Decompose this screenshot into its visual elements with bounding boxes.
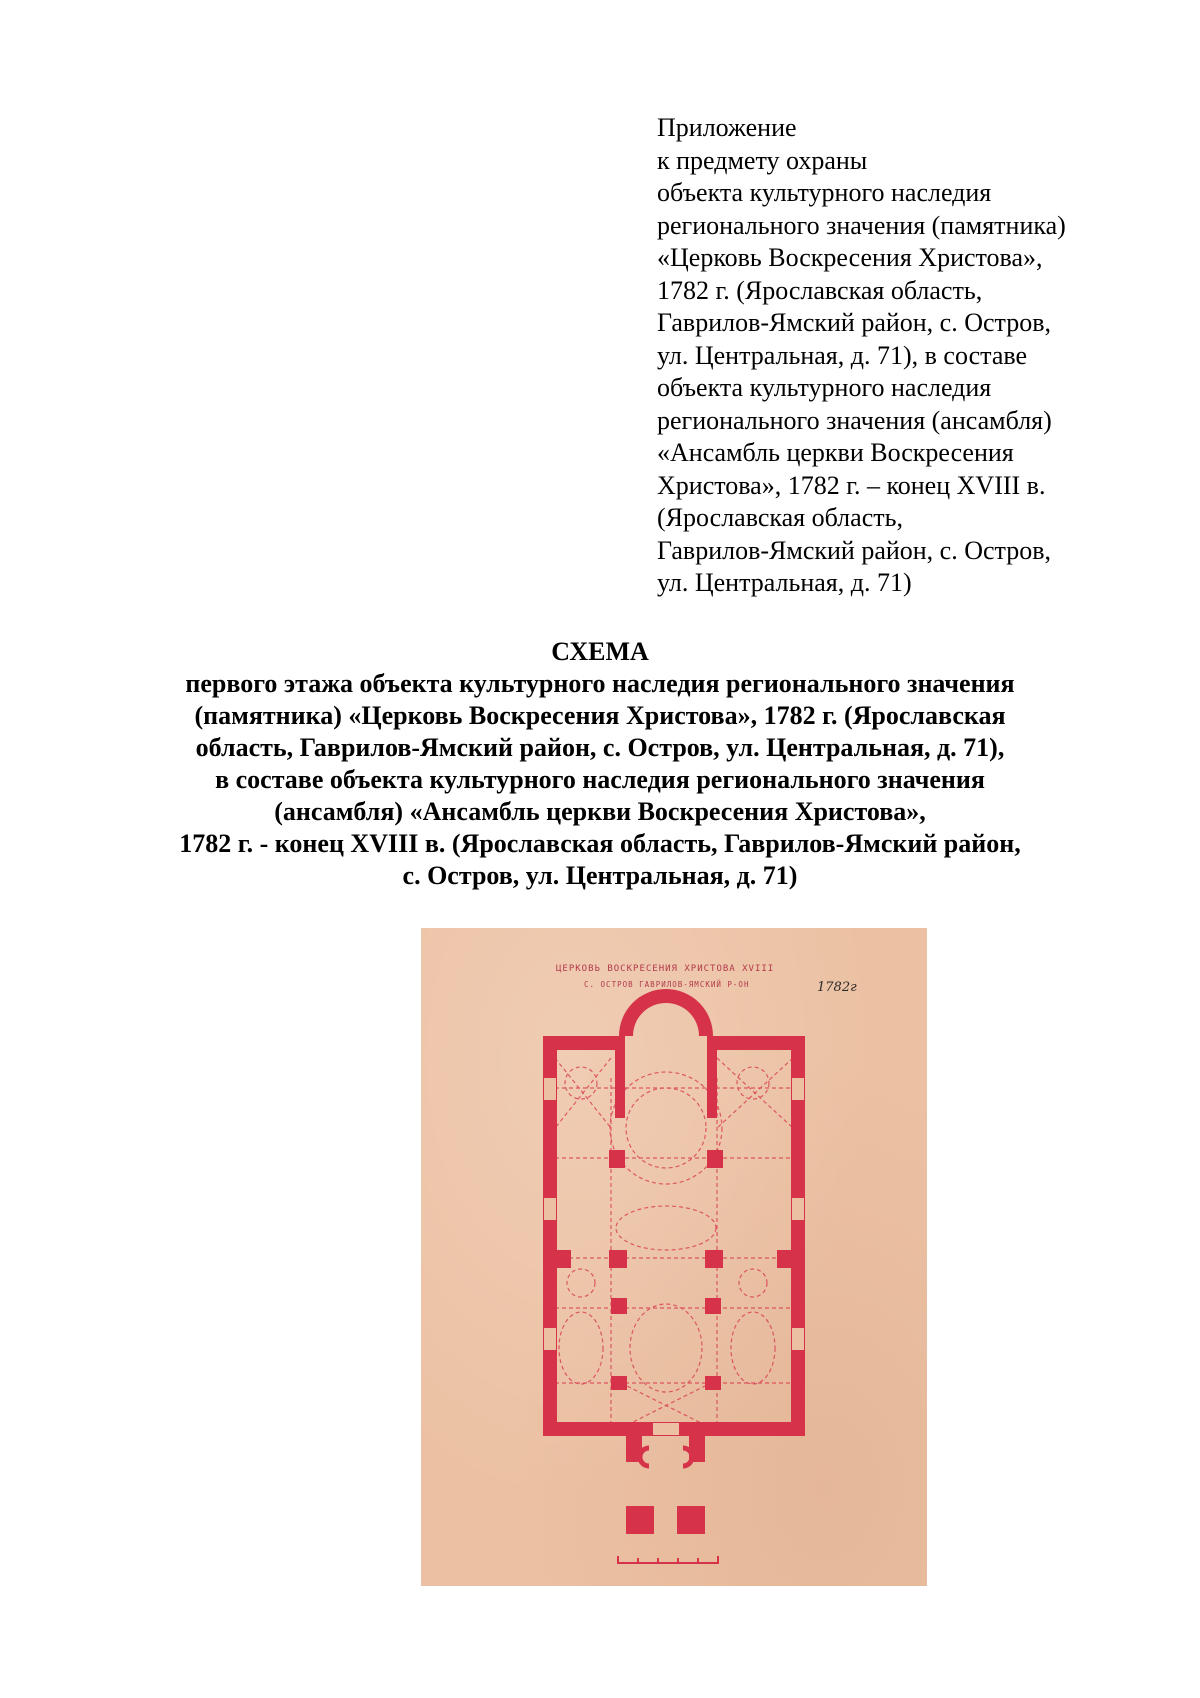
plan-year-note: 1782г bbox=[817, 980, 857, 995]
appendix-line: ул. Центральная, д. 71), в составе bbox=[657, 340, 1028, 370]
floor-plan-drawing bbox=[421, 928, 927, 1586]
title-heading: СХЕМА bbox=[551, 637, 649, 666]
appendix-line: регионального значения (памятника) bbox=[657, 210, 1066, 240]
plan-caption-title: ЦЕРКОВЬ ВОСКРЕСЕНИЯ ХРИСТОВА XVIII bbox=[556, 964, 775, 974]
title-line: (ансамбля) «Ансамбль церкви Воскресения Христова», bbox=[274, 797, 926, 826]
title-line: область, Гаврилов-Ямский район, с. Остров, ул. Центральная, д. 71), bbox=[195, 733, 1005, 762]
appendix-line: ул. Центральная, д. 71) bbox=[657, 568, 912, 597]
appendix-line: объекта культурного наследия bbox=[657, 373, 992, 402]
appendix-line: «Церковь Воскресения Христова», bbox=[657, 243, 1043, 272]
plan-caption-location: С. ОСТРОВ ГАВРИЛОВ-ЯМСКИЙ Р-ОН bbox=[584, 980, 750, 989]
appendix-line: к предмету охраны bbox=[657, 145, 868, 175]
title-line: (памятника) «Церковь Воскресения Христова», 1782 г. (Ярославская bbox=[194, 701, 1006, 730]
appendix-line: Приложение bbox=[657, 113, 797, 142]
floor-plan-scan bbox=[421, 928, 927, 1586]
appendix-block bbox=[657, 112, 1157, 600]
plan-wall-openings bbox=[544, 1078, 804, 1435]
appendix-line: Христова», 1782 г. – конец XVIII в. bbox=[657, 470, 1046, 500]
appendix-line: (Ярославская область, bbox=[657, 503, 903, 532]
appendix-line: объекта культурного наследия bbox=[657, 178, 992, 207]
title-line: первого этажа объекта культурного наследия регионального значения bbox=[185, 669, 1015, 698]
plan-vaulting-lines bbox=[555, 1058, 793, 1428]
appendix-line: Гаврилов-Ямский район, с. Остров, bbox=[657, 308, 1051, 337]
plan-stair-arcs bbox=[640, 1448, 692, 1466]
appendix-line: 1782 г. (Ярославская область, bbox=[657, 275, 983, 305]
title-line: с. Остров, ул. Центральная, д. 71) bbox=[402, 861, 798, 890]
appendix-line: «Ансамбль церкви Воскресения bbox=[657, 438, 1014, 467]
title-line: в составе объекта культурного наследия регионального значения bbox=[215, 765, 985, 794]
document-title bbox=[150, 636, 1050, 892]
appendix-line: Гаврилов-Ямский район, с. Остров, bbox=[657, 535, 1051, 565]
title-line: 1782 г. - конец XVIII в. (Ярославская область, Гаврилов-Ямский район, bbox=[179, 829, 1021, 858]
appendix-line: регионального значения (ансамбля) bbox=[657, 405, 1052, 435]
